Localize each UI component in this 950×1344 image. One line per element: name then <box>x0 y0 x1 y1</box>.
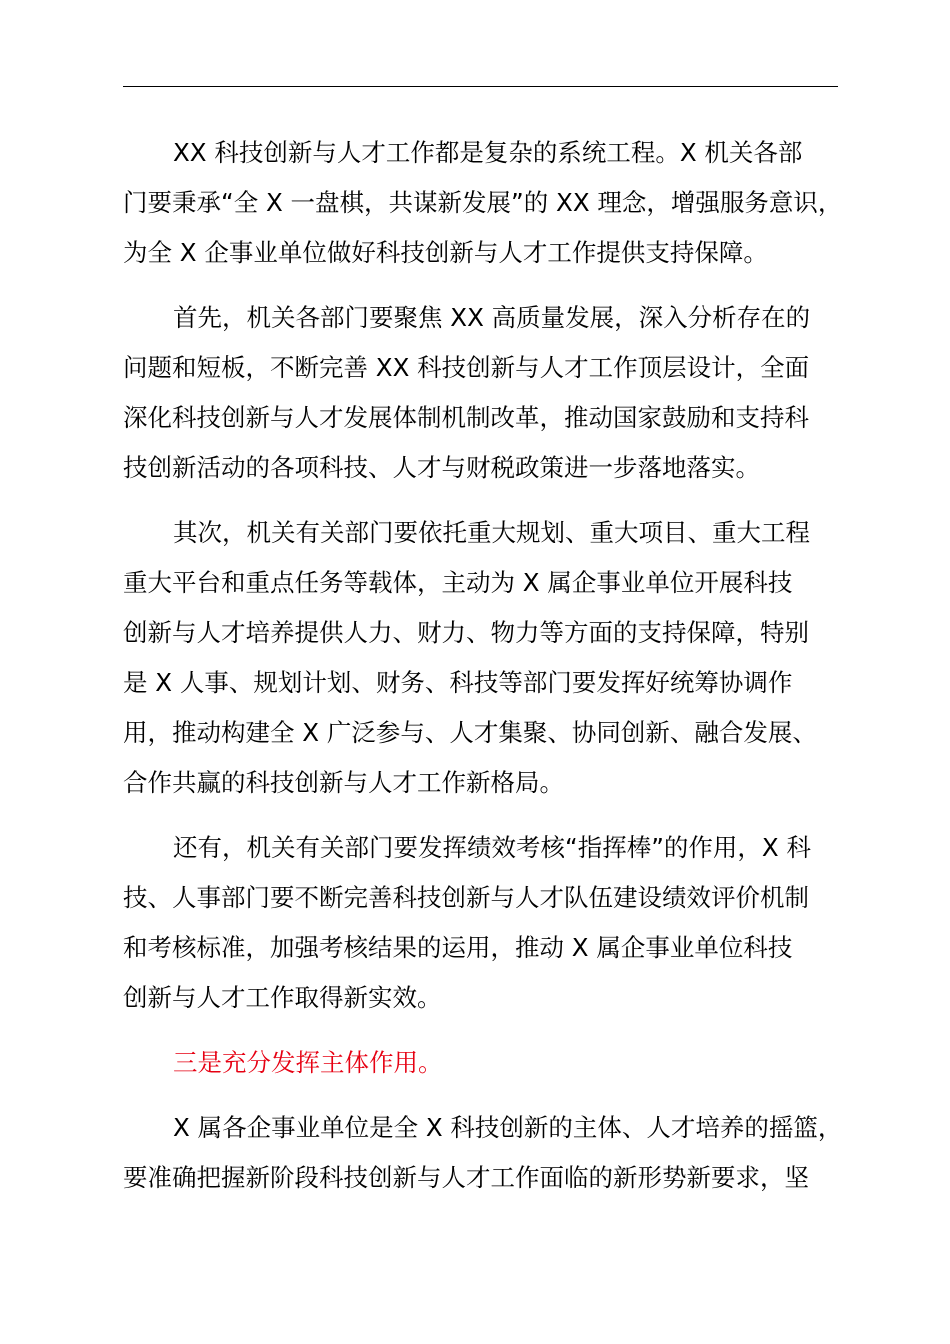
text-line: 问题和短板，不断完善 XX 科技创新与人才工作顶层设计，全面 <box>123 353 810 382</box>
text-line: 还有，机关有关部门要发挥绩效考核“指挥棒”的作用，X 科 <box>173 833 811 862</box>
heading-text: 三是充分发挥主体作用。 <box>173 1048 443 1077</box>
section-heading <box>123 1038 853 1088</box>
text-line: XX 科技创新与人才工作都是复杂的系统工程。X 机关各部 <box>173 138 803 167</box>
paragraph-third <box>123 823 853 1023</box>
text-line: 门要秉承“全 X 一盘棋，共谋新发展”的 XX 理念，增强服务意识， <box>123 188 843 217</box>
text-line: 深化科技创新与人才发展体制机制改革，推动国家鼓励和支持科 <box>123 403 809 432</box>
text-line: 合作共赢的科技创新与人才工作新格局。 <box>123 768 564 797</box>
header-rule <box>123 86 838 87</box>
paragraph-last <box>123 1103 853 1203</box>
paragraph-second <box>123 508 853 808</box>
text-line: X 属各企事业单位是全 X 科技创新的主体、人才培养的摇篮， <box>173 1113 843 1142</box>
paragraph-intro <box>123 128 853 278</box>
paragraph-first <box>123 293 853 493</box>
text-line: 技创新活动的各项科技、人才与财税政策进一步落地落实。 <box>123 453 760 482</box>
text-line: 创新与人才培养提供人力、财力、物力等方面的支持保障，特别 <box>123 618 809 647</box>
text-line: 和考核标准，加强考核结果的运用，推动 X 属企事业单位科技 <box>123 933 793 962</box>
text-line: 首先，机关各部门要聚焦 XX 高质量发展，深入分析存在的 <box>173 303 811 332</box>
text-line: 创新与人才工作取得新实效。 <box>123 983 442 1012</box>
text-line: 用，推动构建全 X 广泛参与、人才集聚、协同创新、融合发展、 <box>123 718 817 747</box>
text-line: 其次，机关有关部门要依托重大规划、重大项目、重大工程 <box>173 518 810 547</box>
text-line: 要准确把握新阶段科技创新与人才工作面临的新形势新要求，坚 <box>123 1163 809 1192</box>
text-line: 为全 X 企事业单位做好科技创新与人才工作提供支持保障。 <box>123 238 768 267</box>
text-line: 重大平台和重点任务等载体，主动为 X 属企事业单位开展科技 <box>123 568 793 597</box>
text-line: 是 X 人事、规划计划、财务、科技等部门要发挥好统筹协调作 <box>123 668 793 697</box>
text-line: 技、人事部门要不断完善科技创新与人才队伍建设绩效评价机制 <box>123 883 809 912</box>
document-body <box>123 128 853 1218</box>
